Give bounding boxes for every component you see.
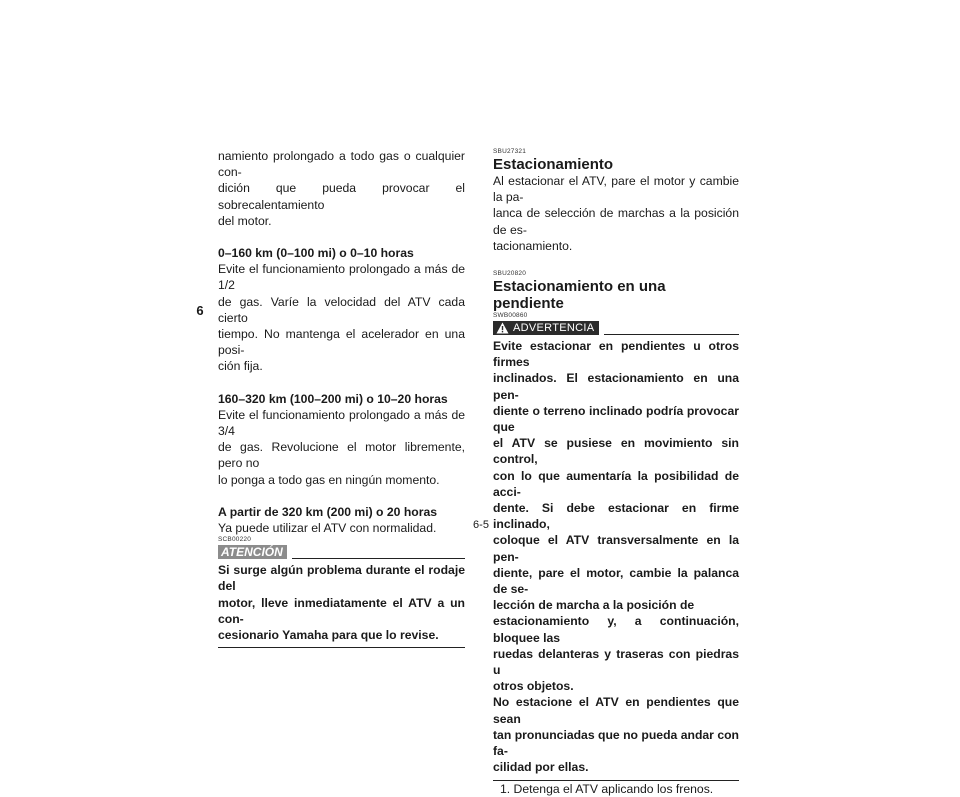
section2-code: SBU20820 <box>493 270 527 278</box>
notice-code: SCB00220 <box>218 536 252 544</box>
stage1-line: tiempo. No mantenga el acelerador en una posi- <box>218 327 465 358</box>
warning-line: No estacione el ATV en pendientes que sean <box>493 695 739 726</box>
advertencia-label: ADVERTENCIA <box>513 322 595 335</box>
right-column <box>493 148 739 797</box>
warning-code: SWB00860 <box>493 312 528 320</box>
page-number: 6-5 <box>473 519 489 531</box>
warning-line: con lo que aumentaría la posibilidad de acci- <box>493 468 739 499</box>
section2-title: Estacionamiento en una pendiente <box>493 278 666 313</box>
intro-line: del motor. <box>218 213 272 228</box>
stage2-heading: 160–320 km (100–200 mi) o 10–20 horas <box>218 391 448 406</box>
warning-top-rule <box>604 334 739 335</box>
section1-line: lanca de selección de marchas a la posición de es- <box>493 206 739 237</box>
intro-line: namiento prolongado a todo gas o cualquier con- <box>218 149 465 180</box>
notice-line: cesionario Yamaha para que lo revise. <box>218 628 439 643</box>
advertencia-badge <box>493 321 599 335</box>
stage3-text: Ya puede utilizar el ATV con normalidad. <box>218 521 437 536</box>
warning-line: lección de marcha a la posición de <box>493 598 695 613</box>
stage2-line: de gas. Revolucione el motor libremente, pero no <box>218 440 465 471</box>
warning-line: coloque el ATV transversalmente en la pen- <box>493 533 739 564</box>
intro-line: dición que pueda provocar el sobrecalentamiento <box>218 181 465 212</box>
warning-line: Evite estacionar en pendientes u otros firmes <box>493 339 739 370</box>
chapter-tab: 6 <box>196 303 204 318</box>
left-column <box>218 148 465 648</box>
notice-box <box>218 536 465 648</box>
section1-title: Estacionamiento <box>493 156 614 173</box>
warning-line: tan pronunciadas que no pueda andar con fa- <box>493 727 739 759</box>
stage1-line: Evite el funcionamiento prolongado a más de 1/2 <box>218 262 465 293</box>
stage3-heading: A partir de 320 km (200 mi) o 20 horas <box>218 504 438 519</box>
notice-top-rule <box>292 558 465 559</box>
notice-line: motor, lleve inmediatamente el ATV a un con- <box>218 595 465 626</box>
warning-box <box>493 312 739 780</box>
notice-line: Si surge algún problema durante el rodaje del <box>218 563 465 594</box>
warning-line: diente, pare el motor, cambie la palanca de se- <box>493 565 739 597</box>
stage1-line: ción fija. <box>218 359 263 374</box>
warning-line: estacionamiento y, a continuación, bloquee las <box>493 614 739 645</box>
warning-line: otros objetos. <box>493 679 574 694</box>
stage2-line: Evite el funcionamiento prolongado a más de 3/4 <box>218 407 465 439</box>
warning-line: el ATV se pusiese en movimiento sin control, <box>493 436 739 467</box>
notice-bottom-rule <box>218 647 465 648</box>
warning-line: dente. Si debe estacionar en firme inclinado, <box>493 501 739 532</box>
warning-line: diente o terreno inclinado podría provocar que <box>493 403 739 435</box>
stage1-heading: 0–160 km (0–100 mi) o 0–10 horas <box>218 246 414 261</box>
warning-triangle-icon <box>496 322 509 334</box>
section1-line: tacionamiento. <box>493 238 573 253</box>
stage2-line: lo ponga a todo gas en ningún momento. <box>218 472 440 487</box>
step-item: 1. Detenga el ATV aplicando los frenos. <box>500 781 714 796</box>
warning-line: ruedas delanteras y traseras con piedras u <box>493 646 739 678</box>
section1-line: Al estacionar el ATV, pare el motor y cambie la pa- <box>493 174 739 205</box>
warning-line: inclinados. El estacionamiento en una pen- <box>493 371 739 402</box>
atencion-badge: ATENCIÓN <box>218 545 287 559</box>
warning-line: cilidad por ellas. <box>493 760 589 775</box>
stage1-line: de gas. Varíe la velocidad del ATV cada cierto <box>218 294 465 325</box>
section1-code: SBU27321 <box>493 148 527 155</box>
